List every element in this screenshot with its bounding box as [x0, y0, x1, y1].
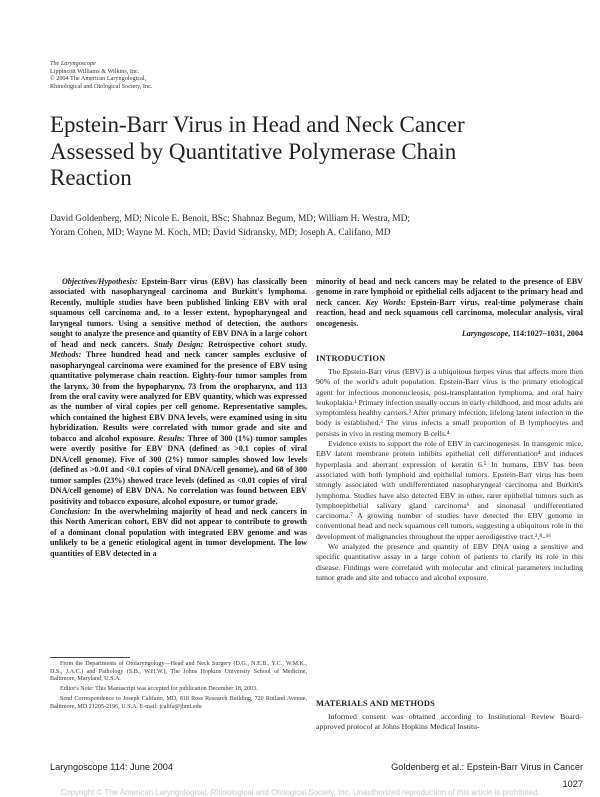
introduction-heading: INTRODUCTION — [316, 354, 386, 363]
footer-journal-issue: Laryngoscope 114: June 2004 — [50, 762, 173, 772]
citation-ref: 114:1027–1031, 2004 — [510, 329, 583, 339]
results-text: Three of 300 (1%) tumor samples were overtly positive for EBV DNA (defined as >0.1 copies of viral DNA/cell genome). Five of 300 (2%) tumor samples showed low levels (defined as >0.01 and <0.1 copies of viral DNA/cell genome), and 68 of 300 tumor samples (23%) showed trace levels (defined as <0.01 copies of viral DNA/cell genome) of EBV DNA. No correlation was found between EBV positivity and tobacco exposure, alcohol exposure, or tumor grade. — [50, 433, 308, 506]
abstract-continued — [316, 277, 583, 340]
intro-paragraph-1: The Epstein-Barr virus (EBV) is a ubiquitous herpes virus that affects more then 90% of the world's adult population. Epstein-Barr virus is the primary etiological agent for infectious mononucleosis, post-transplantation lymphoma, and oral hairy leukoplakia.¹ Primary infection usually occurs in early childhood, and most adults are symptomless healthy carriers.² After primary infection, lifelong latent infection in the body is established.³ The virus infects a small proportion of B lymphocytes and persists in vivo in resting memory B cells.⁴ — [316, 367, 583, 438]
abstract — [50, 277, 307, 559]
citation-journal: Laryngoscope, — [461, 329, 511, 339]
conclusion-text: In the overwhelming majority of head and neck cancers in this North American cohort, EBV did not appear to contribute to growth of a dominant clonal population with integrated EBV genome and was unlikely to be a genetic etiological agent in tumor development. The low quantities of EBV detected in a — [50, 506, 307, 558]
results-label: Results: — [155, 433, 185, 443]
design-text: Retrospective cohort study. — [203, 339, 308, 349]
authors-line-1: David Goldenberg, MD; Nicole E. Benoit, BSc; Shahnaz Begum, MD; William H. Westra, MD; — [50, 214, 411, 224]
journal-name: The Laryngoscope — [50, 60, 96, 67]
copyright-watermark: Copyright © The American Laryngological, Rhinological and Otological Society, Inc. Unauthorized reproduction of this article is prohibited. — [60, 788, 540, 797]
introduction-body — [316, 367, 583, 583]
footnote-divider — [50, 657, 130, 658]
methods-body — [316, 712, 583, 733]
objectives-label: Objectives/Hypothesis: — [62, 277, 138, 286]
design-label: Study Design: — [149, 339, 204, 349]
copyright-line: © 2004 The American Laryngological, — [50, 75, 147, 83]
intro-paragraph-2: Evidence exists to support the role of EBV in carcinogenesis. In transgenic mice, EBV latent membrane protein inhibits epithelial cell differentiation⁴ and induces hyperplasia and aberrant expression of keratin 6.⁵ In humans, EBV has been associated with both lymphoid and epithelial tumors. Epstein-Barr virus has been strongly associated with undifferentiated nasopharyngeal carcinoma and Burkitt's lymphoma. Studies have also detected EBV in other, rarer epithelial tumors such as lymphoepithelial salivary gland carcinoma⁶ and sinonasal undifferentiated carcinoma.⁷ A growing number of studies have detected the EBV genome in conventional head and neck squamous cell tumors, suggesting a ubiquitous role in the development of malignancies throughout the upper aerodigestive tract.²,⁸–¹⁶ — [316, 439, 583, 541]
abstract-continued-text: minority of head and neck cancers may be related to the presence of EBV genome in rare lymphoid or epithelial cells adjacent to the primary head and neck cancer. — [316, 277, 583, 307]
publisher: Lippincott Williams & Wilkins, Inc. — [50, 67, 140, 75]
article-title: Epstein-Barr Virus in Head and Neck Cancer Assessed by Quantitative Polymerase Chain Reaction — [50, 112, 465, 190]
intro-paragraph-3: We analyzed the presence and quantity of EBV DNA using a sensitive and specific quantitative assay in a large cohort of patients to clarify its role in this disease. Findings were correlated with molecular and clinical parameters including tumor grade and site and tobacco and alcohol exposure. — [316, 542, 583, 582]
author-list — [50, 213, 570, 240]
conclusion-label: Conclusion: — [50, 506, 91, 516]
methods-paragraph-1: Informed consent was obtained according to Institutional Review Board–approved protocol at Johns Hopkins Medical Institu- — [316, 712, 583, 732]
citation — [316, 329, 583, 339]
footnote-correspondence: Send Correspondence to Joseph Califano, MD, 818 Ross Research Building, 720 Rutland Avenue, Baltimore, MD 21205-2196, U.S.A. E-mail: jcalifa@jhmi.edu — [50, 695, 307, 710]
footnote-affiliation: From the Departments of Otolaryngology—Head and Neck Surgery (D.G., N.E.B., Y.C., W.M.K., D.S., J.A.C.) and Pathology (S.B., W.H.W.), The Johns Hopkins University School of Medicine, Baltimore, Maryland, U.S.A. — [50, 661, 307, 683]
page-number: 1027 — [562, 779, 583, 789]
journal-header — [50, 60, 152, 90]
society-line: Rhinological and Otological Society, Inc. — [50, 82, 153, 90]
footer-running-title: Goldenberg et al.: Epstein-Barr Virus in Cancer — [391, 762, 583, 772]
methods-heading: MATERIALS AND METHODS — [316, 699, 435, 708]
keywords-text: Epstein-Barr virus, real-time polymerase chain reaction, head and neck squamous cell carcinoma, molecular analysis, viral oncogenesis. — [316, 297, 583, 328]
footnote-editor-note: Editor's Note: This Manuscript was accepted for publication December 18, 2003. — [60, 686, 258, 693]
objectives-text: Epstein-Barr virus (EBV) has classically been associated with nasopharyngeal carcinoma and Burkitt's lymphoma. Recently, multiple studies have been published linking EBV with oral squamous cell carcinoma and, to a lesser extent, hypopharyngeal and laryngeal tumors. Using a sensitive method of detection, the authors sought to analyze the presence and quantity of EBV DNA in a large cohort of head and neck cancers. — [50, 277, 307, 349]
footnotes — [50, 661, 307, 713]
methods-text: Three hundred head and neck cancer samples exclusive of nasopharyngeal carcinoma were examined for the presence of EBV using quantitative polymerase chain reaction. Eighty-four tumor samples from the larynx, 30 from the hypopharynx, 73 from the oropharynx, and 113 from the oral cavity were analyzed for EBV quantity, which was expressed as the number of viral copies per cell genome. Representative samples, which contained the highest EBV DNA levels, were examined using in situ hybridization. Results were correlated with tumor grade and site and tobacco and alcohol exposure. — [50, 350, 307, 443]
methods-label: Methods: — [50, 350, 82, 360]
keywords-label: Key Words: — [360, 297, 407, 307]
authors-line-2: Yoram Cohen, MD; Wayne M. Koch, MD; David Sidransky, MD; Joseph A. Califano, MD — [50, 227, 391, 238]
